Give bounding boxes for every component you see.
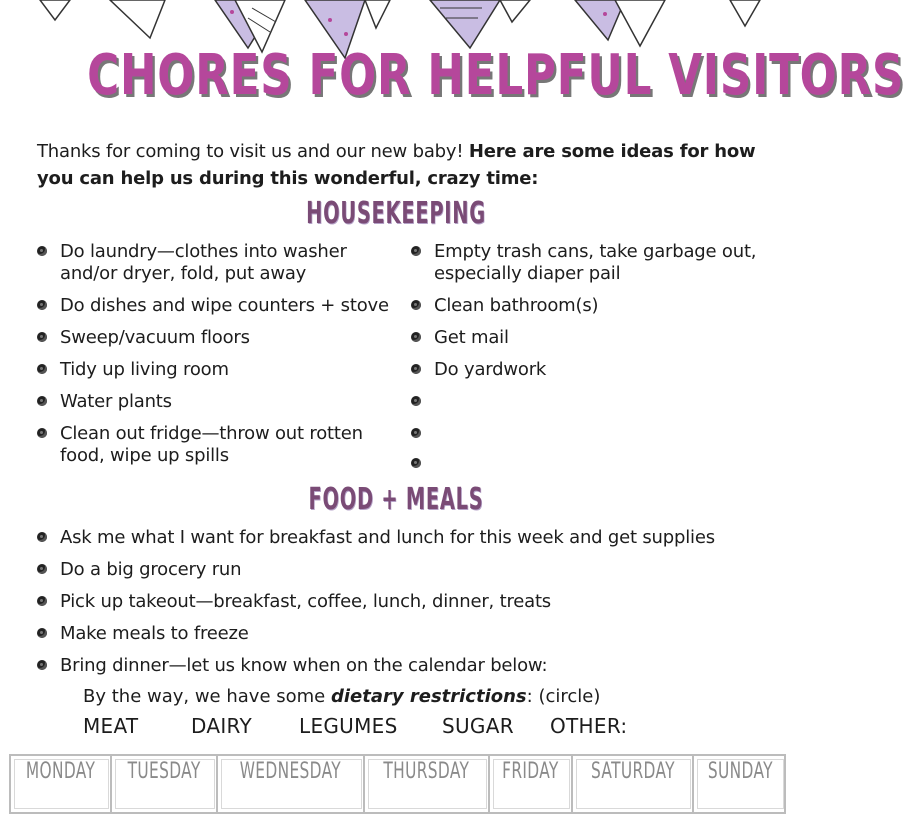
list-item: Do yardwork xyxy=(411,359,771,381)
bullet-icon xyxy=(411,364,421,374)
bullet-icon xyxy=(411,396,421,406)
list-item: Water plants xyxy=(37,391,407,413)
list-item: Do a big grocery run xyxy=(37,559,757,581)
food-meals-list xyxy=(37,527,757,687)
calendar-day-saturday[interactable]: SATURDAY xyxy=(573,756,695,812)
dietary-options xyxy=(83,714,783,740)
calendar-day-monday[interactable]: MONDAY xyxy=(11,756,112,812)
diet-option-sugar[interactable]: SUGAR xyxy=(442,714,514,738)
list-item: Sweep/vacuum floors xyxy=(37,327,407,349)
bullet-icon xyxy=(411,332,421,342)
housekeeping-left-list xyxy=(37,241,407,477)
flag-icon xyxy=(40,0,70,20)
diet-option-dairy[interactable]: DAIRY xyxy=(191,714,252,738)
flag-icon xyxy=(615,0,665,46)
calendar-day-friday[interactable]: FRIDAY xyxy=(490,756,573,812)
bullet-icon xyxy=(37,628,47,638)
bullet-icon xyxy=(37,332,47,342)
bullet-icon xyxy=(411,428,421,438)
intro-bold-text: Here are some ideas for how you can help us during this wonderful, crazy time: xyxy=(37,141,756,189)
bullet-icon xyxy=(411,300,421,310)
list-item: Bring dinner—let us know when on the calendar below: xyxy=(37,655,757,677)
list-item-blank xyxy=(411,391,771,413)
bullet-icon xyxy=(37,596,47,606)
bullet-icon xyxy=(37,564,47,574)
bullet-icon xyxy=(37,396,47,406)
dietary-emphasis: dietary restrictions xyxy=(330,686,527,707)
list-item: Tidy up living room xyxy=(37,359,407,381)
list-item: Clean out fridge—throw out rotten food, wipe up spills xyxy=(37,423,407,467)
calendar-day-thursday[interactable]: THURSDAY xyxy=(365,756,490,812)
list-item: Do laundry—clothes into washer and/or dryer, fold, put away xyxy=(37,241,407,285)
food-meals-heading: FOOD + MEALS xyxy=(308,482,484,517)
diet-option-other[interactable]: OTHER: xyxy=(550,714,628,738)
list-item: Get mail xyxy=(411,327,771,349)
diet-option-legumes[interactable]: LEGUMES xyxy=(299,714,398,738)
bullet-icon xyxy=(411,246,421,256)
bullet-icon xyxy=(37,246,47,256)
bullet-icon xyxy=(37,364,47,374)
housekeeping-right-list xyxy=(411,241,771,485)
bullet-icon xyxy=(37,660,47,670)
list-item: Empty trash cans, take garbage out, especially diaper pail xyxy=(411,241,771,285)
list-item-blank xyxy=(411,453,771,475)
intro-plain-text: Thanks for coming to visit us and our new baby! xyxy=(37,141,469,162)
list-item: Do dishes and wipe counters + stove xyxy=(37,295,407,317)
bullet-icon xyxy=(411,458,421,468)
flag-icon xyxy=(365,0,390,28)
bullet-icon xyxy=(37,300,47,310)
housekeeping-heading: HOUSEKEEPING xyxy=(306,196,486,231)
list-item: Pick up takeout—breakfast, coffee, lunch, dinner, treats xyxy=(37,591,757,613)
list-item: Ask me what I want for breakfast and lunch for this week and get supplies xyxy=(37,527,757,549)
flag-icon xyxy=(110,0,165,38)
page-title: CHORES FOR HELPFUL VISITORS xyxy=(87,43,904,108)
weekly-calendar xyxy=(9,754,786,814)
calendar-day-wednesday[interactable]: WEDNESDAY xyxy=(218,756,365,812)
bullet-icon xyxy=(37,428,47,438)
bullet-icon xyxy=(37,532,47,542)
flag-icon xyxy=(730,0,760,26)
intro-paragraph xyxy=(37,138,767,192)
flag-icon xyxy=(500,0,530,22)
flag-icon xyxy=(430,0,500,48)
calendar-day-sunday[interactable]: SUNDAY xyxy=(694,756,787,812)
list-item-blank xyxy=(411,423,771,443)
list-item: Make meals to freeze xyxy=(37,623,757,645)
dietary-note: By the way, we have some dietary restrictions: (circle) xyxy=(83,686,601,707)
diet-option-meat[interactable]: MEAT xyxy=(83,714,139,738)
list-item: Clean bathroom(s) xyxy=(411,295,771,317)
calendar-day-tuesday[interactable]: TUESDAY xyxy=(112,756,218,812)
